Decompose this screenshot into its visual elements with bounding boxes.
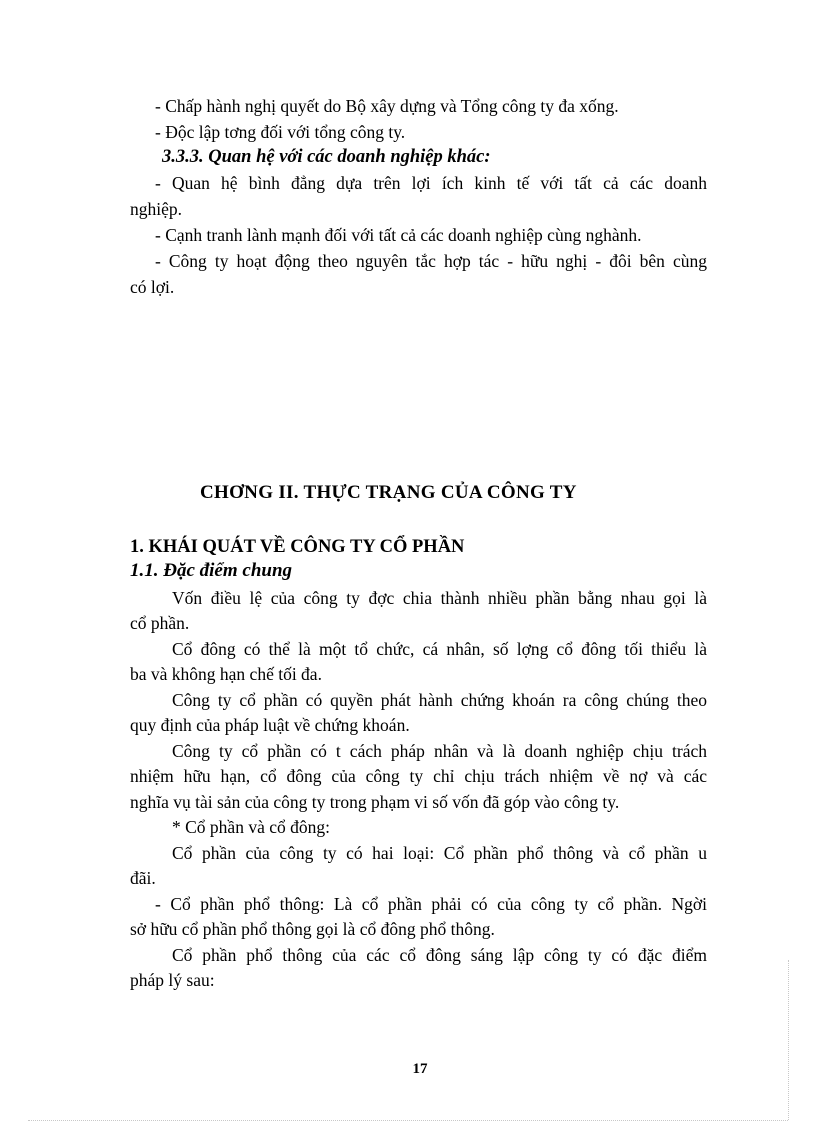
text-line: quy định của pháp luật về chứng khoán. <box>130 715 410 735</box>
subsection-title: 1.1. Đặc điểm chung <box>130 560 293 581</box>
text-line: đãi. <box>130 868 156 888</box>
text-line: Công ty cổ phần có t cách pháp nhân và là doanh nghiệp chịu trách <box>172 741 707 761</box>
page-border-right <box>788 960 789 1120</box>
text-line: Cổ phần của công ty có hai loại: Cổ phần phổ thông và cổ phần u <box>172 843 707 863</box>
text-line: Cổ đông có thể là một tổ chức, cá nhân, số lợng cổ đông tối thiểu là <box>172 639 707 659</box>
text-line: - Công ty hoạt động theo nguyên tắc hợp tác - hữu nghị - đôi bên cùng <box>155 251 707 271</box>
text-line: - Chấp hành nghị quyết do Bộ xây dựng và Tổng công ty đa xống. <box>155 96 619 116</box>
section-title: 1. KHÁI QUÁT VỀ CÔNG TY CỔ PHẦN <box>130 537 465 557</box>
text-line: - Cổ phần phổ thông: Là cổ phần phải có của công ty cổ phần. Ngời <box>155 894 707 914</box>
page-border-bottom <box>28 1120 788 1121</box>
text-line: * Cổ phần và cổ đông: <box>172 817 330 837</box>
chapter-title: CHƠNG II. THỰC TRẠNG CỦA CÔNG TY <box>200 482 577 503</box>
text-line: Vốn điều lệ của công ty đợc chia thành nhiều phần bằng nhau gọi là <box>172 588 707 608</box>
text-line: nhiệm hữu hạn, cổ đông của công ty chỉ chịu trách nhiệm về nợ và các <box>130 766 707 786</box>
text-line: - Cạnh tranh lành mạnh đối với tất cả các doanh nghiệp cùng nghành. <box>155 225 642 245</box>
text-line: pháp lý sau: <box>130 970 215 990</box>
text-line: - Quan hệ bình đẳng dựa trên lợi ích kinh tế với tất cả các doanh <box>155 173 707 193</box>
page-number: 17 <box>412 1061 428 1077</box>
text-line: ba và không hạn chế tối đa. <box>130 664 322 684</box>
text-line: - Độc lập tơng đối với tổng công ty. <box>155 122 406 142</box>
text-line: nghĩa vụ tài sản của công ty trong phạm vi số vốn đã góp vào công ty. <box>130 792 620 812</box>
text-line: cổ phần. <box>130 613 190 633</box>
subsection-heading-333: 3.3.3. Quan hệ với các doanh nghiệp khác: <box>162 147 491 167</box>
text-line: Công ty cổ phần có quyền phát hành chứng khoán ra công chúng theo <box>172 690 707 710</box>
text-line: sở hữu cổ phần phổ thông gọi là cổ đông phổ thông. <box>130 919 495 939</box>
text-line: Cổ phần phổ thông của các cổ đông sáng lập công ty có đặc điểm <box>172 945 707 965</box>
text-line: nghiệp. <box>130 199 183 219</box>
text-line: có lợi. <box>130 277 175 297</box>
